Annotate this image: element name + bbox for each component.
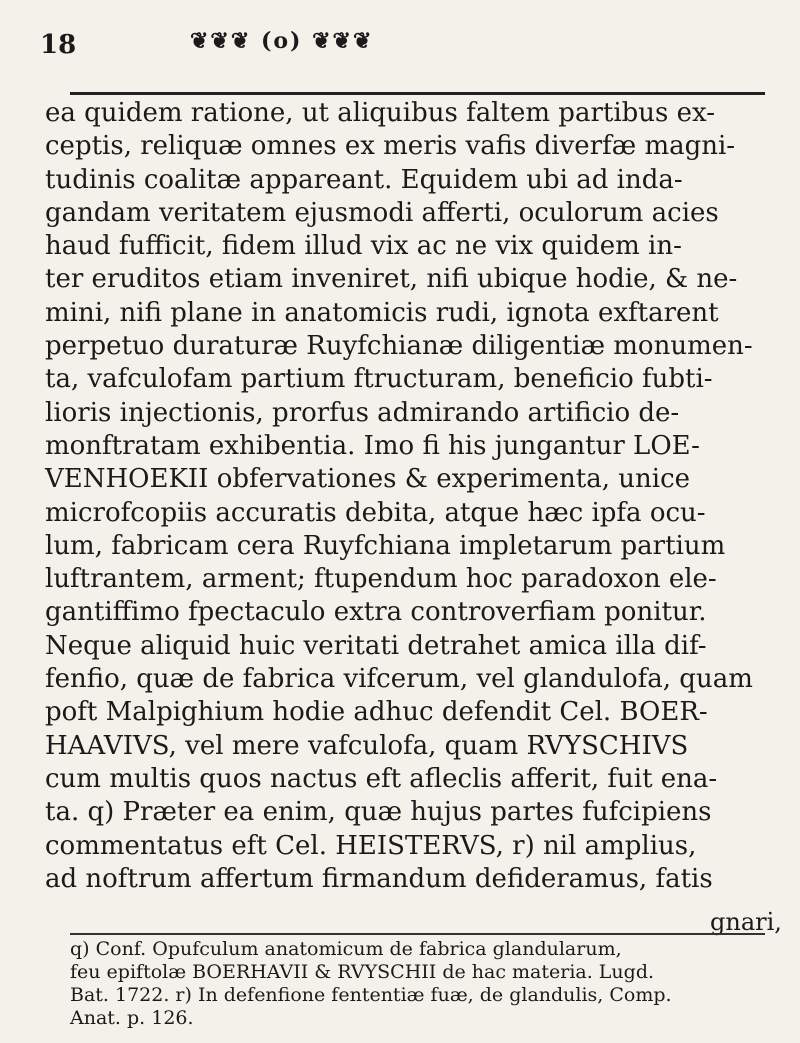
text-line: ceptis, reliquæ omnes ex meris vafis diverfæ magni- xyxy=(45,131,736,162)
header-ornament: ❦❦❦ (o) ❦❦❦ xyxy=(190,28,374,54)
text-line: lioris injectionis, prorfus admirando artificio de- xyxy=(45,397,680,428)
text-line: Neque aliquid huic veritati detrahet amica illa dif- xyxy=(45,630,707,661)
text-line: HAAVIVS, vel mere vafculofa, quam RVYSCHIVS xyxy=(45,730,689,761)
header-rule xyxy=(70,92,765,95)
footnotes xyxy=(70,938,770,1030)
footnote-line: Anat. p. 126. xyxy=(70,1007,194,1029)
body-text xyxy=(45,97,770,896)
text-line: gantiffimo fpectaculo extra controverfiam ponitur. xyxy=(45,597,707,628)
text-line: ea quidem ratione, ut aliquibus faltem partibus ex- xyxy=(45,98,716,128)
text-line: commentatus eft Cel. HEISTERVS, r) nil amplius, xyxy=(45,830,697,861)
text-line: fenfio, quæ de fabrica vifcerum, vel glandulofa, quam xyxy=(45,664,753,695)
footnote-line: Bat. 1722. r) In defenfione fententiæ fuæ, de glandulis, Comp. xyxy=(70,984,672,1006)
text-line: haud fufficit, fidem illud vix ac ne vix quidem in- xyxy=(45,231,682,262)
text-line: lum, fabricam cera Ruyfchiana impletarum partium xyxy=(45,530,726,561)
text-line: ad noftrum affertum firmandum defideramus, fatis xyxy=(45,863,713,894)
text-line: tudinis coalitæ appareant. Equidem ubi ad inda- xyxy=(45,164,683,195)
page-number: 18 xyxy=(40,30,77,60)
text-line: gandam veritatem ejusmodi afferti, oculorum acies xyxy=(45,197,719,228)
text-line: VENHOEKII obfervationes & experimenta, unice xyxy=(45,464,691,495)
page-header xyxy=(40,28,780,62)
footnote-rule xyxy=(70,933,765,935)
footnote-line: feu epiftolæ BOERHAVII & RVYSCHII de hac materia. Lugd. xyxy=(70,961,655,983)
text-line: luftrantem, arment; ftupendum hoc paradoxon ele- xyxy=(45,564,717,595)
footnote-line: q) Conf. Opufculum anatomicum de fabrica glandularum, xyxy=(70,938,622,960)
text-line: ter eruditos etiam inveniret, nifi ubique hodie, & ne- xyxy=(45,264,738,295)
catchword: gnari, xyxy=(710,908,782,936)
text-line: ta. q) Præter ea enim, quæ hujus partes fufcipiens xyxy=(45,797,712,828)
text-line: mini, nifi plane in anatomicis rudi, ignota exftarent xyxy=(45,297,719,328)
text-line: microfcopiis accuratis debita, atque hæc ipfa ocu- xyxy=(45,497,706,528)
text-line: ta, vafculofam partium ftructuram, beneficio fubti- xyxy=(45,364,713,395)
text-line: perpetuo duraturæ Ruyfchianæ diligentiæ monumen- xyxy=(45,331,753,362)
text-line: monftratam exhibentia. Imo fi his jungantur LOE- xyxy=(45,430,700,461)
text-line: cum multis quos nactus eft afleclis afferit, fuit ena- xyxy=(45,763,718,794)
text-line: poft Malpighium hodie adhuc defendit Cel. BOER- xyxy=(45,697,708,728)
